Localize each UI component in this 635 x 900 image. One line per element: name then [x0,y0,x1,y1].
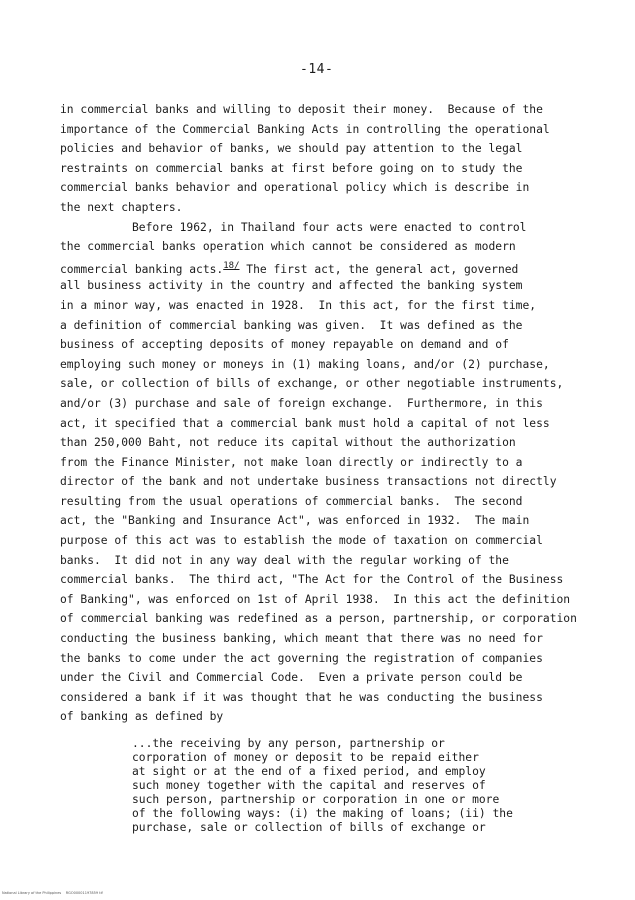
text-line: and/or (3) purchase and sale of foreign exchange. Furthermore, in this [60,396,543,410]
body-text [60,100,630,727]
text-line: under the Civil and Commercial Code. Even a private person could be [60,671,523,685]
text-line: the next chapters. [60,200,183,214]
text-line: a definition of commercial banking was given. It was defined as the [60,318,523,332]
text-line: commercial banks. The third act, "The Act for the Control of the Business [60,573,564,587]
quote-line: of the following ways: (i) the making of loans; (ii) the [132,807,513,820]
page-number: -14- [300,62,334,77]
text-line: from the Finance Minister, not make loan directly or indirectly to a [60,455,523,469]
text-line-with-footnote [60,257,630,277]
quote-line: such money together with the capital and reserves of [132,779,486,792]
text-segment: commercial banking acts. [60,262,224,276]
text-line: Before 1962, in Thailand four acts were enacted to control [132,220,527,234]
text-line: restraints on commercial banks at first before going on to study the [60,161,523,175]
text-line: act, the "Banking and Insurance Act", was enforced in 1932. The main [60,514,530,528]
text-line: employing such money or moneys in (1) making loans, and/or (2) purchase, [60,357,550,371]
text-line: the banks to come under the act governing the registration of companies [60,651,543,665]
text-line: the commercial banks operation which cannot be considered as modern [60,240,516,254]
text-line: of commercial banking was redefined as a person, partnership, or corporation [60,612,577,626]
footnote-reference: 18/ [223,260,240,271]
text-line: business of accepting deposits of money repayable on demand and of [60,338,509,352]
scan-footer: National Library of the Philippines RGO00001197859 tif [2,891,103,895]
text-line: commercial banks behavior and operational policy which is describe in [60,181,530,195]
quote-line: at sight or at the end of a fixed period, and employ [132,765,486,778]
text-line: of banking as defined by [60,710,224,724]
text-line: of Banking", was enforced on 1st of April 1938. In this act the definition [60,592,571,606]
quote-line: corporation of money or deposit to be repaid either [132,751,479,764]
text-line: considered a bank if it was thought that he was conducting the business [60,690,543,704]
block-quote [132,737,612,835]
text-line: policies and behavior of banks, we should pay attention to the legal [60,142,523,156]
text-line: importance of the Commercial Banking Acts in controlling the operational [60,122,550,136]
text-segment: The first act, the general act, governed [239,262,519,276]
text-line: in commercial banks and willing to deposit their money. Because of the [60,103,543,116]
text-line: than 250,000 Baht, not reduce its capital without the authorization [60,436,516,450]
text-line: resulting from the usual operations of commercial banks. The second [60,494,523,508]
text-line: all business activity in the country and affected the banking system [60,279,523,293]
text-line: conducting the business banking, which meant that there was no need for [60,632,543,646]
text-line: sale, or collection of bills of exchange, or other negotiable instruments, [60,377,564,391]
quote-line: purchase, sale or collection of bills of exchange or [132,821,486,834]
quote-line: such person, partnership or corporation in one or more [132,793,500,806]
text-line: in a minor way, was enacted in 1928. In this act, for the first time, [60,298,537,312]
quote-line: ...the receiving by any person, partnership or [132,737,445,750]
text-line: director of the bank and not undertake business transactions not directly [60,475,557,489]
text-line: purpose of this act was to establish the mode of taxation on commercial [60,534,543,548]
text-line: banks. It did not in any way deal with the regular working of the [60,553,509,567]
text-line: act, it specified that a commercial bank must hold a capital of not less [60,416,550,430]
